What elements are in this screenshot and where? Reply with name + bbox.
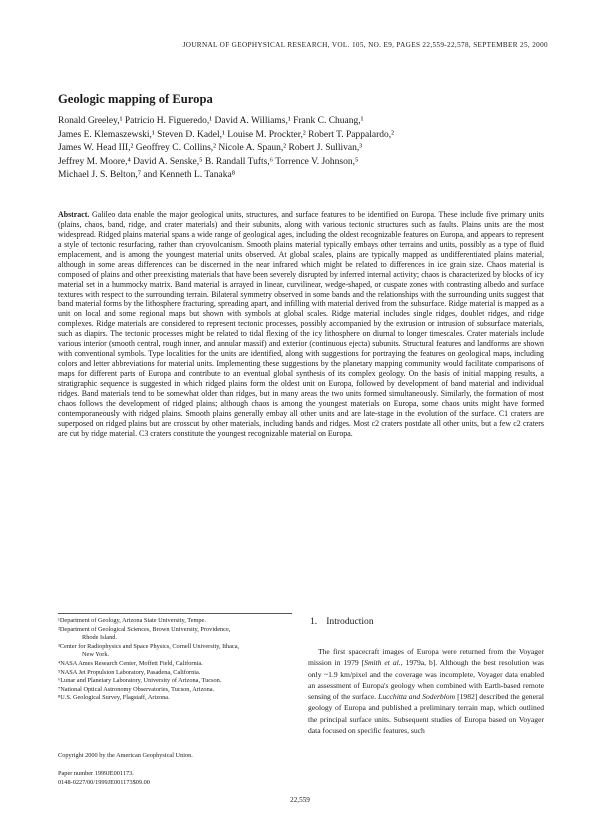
affiliation-line: New York. — [82, 651, 110, 659]
affiliation-line: ⁷National Optical Astronomy Observatories, Tucson, Arizona. — [58, 685, 215, 693]
affiliation-line: ²Department of Geological Sciences, Brown University, Providence, — [58, 625, 231, 633]
citation: Lucchitta and Soderblom — [378, 692, 456, 702]
section-title: Introduction — [326, 616, 374, 627]
intro-text: , 1979a, b]. Although the best resolution was only ~1.9 km/pixel and the coverage was incomplete, Voyager data enabled an assessment of Europa's geology when combined with Earth-based remote sensing of the surface. — [308, 658, 544, 702]
intro-text: [1982] described the general geology of Europa and published a preliminary terrain map, which outlined the principal surface units. Subsequent studies of Europa based on Voyager data focused on specific features, such — [308, 692, 544, 736]
affiliation-line: ⁸U.S. Geological Survey, Flagstaff, Arizona. — [58, 694, 170, 702]
paper-info — [58, 770, 294, 787]
running-header: JOURNAL OF GEOPHYSICAL RESEARCH, VOL. 105, NO. E9, PAGES 22,559-22,578, SEPTEMBER 25, 2000 — [182, 41, 548, 49]
abstract-label: Abstract. — [58, 210, 90, 219]
affiliation-line: Rhode Island. — [82, 634, 117, 642]
author-line: Jeffrey M. Moore,⁴ David A. Senske,⁵ B. Randall Tufts,⁶ Torrence V. Johnson,⁵ — [58, 156, 359, 167]
author-line: Michael J. S. Belton,⁷ and Kenneth L. Tanaka⁸ — [58, 170, 236, 181]
author-list — [58, 115, 478, 183]
footnote-divider — [58, 613, 292, 614]
affiliation-line: ⁶Lunar and Planetary Laboratory, University of Arizona, Tucson. — [58, 677, 222, 685]
section-heading-introduction — [310, 616, 374, 627]
intro-text: The first spacecraft images of Europa were returned from the Voyager mission in 1979 [ — [308, 647, 544, 668]
citation: Smith et al. — [364, 658, 401, 668]
section-number: 1. — [310, 616, 318, 627]
page-number: 22,559 — [290, 796, 310, 804]
paper-number: Paper number 1999JE001173. — [58, 770, 134, 777]
affiliation-line: ⁴NASA Ames Research Center, Moffett Field, California. — [58, 659, 203, 667]
affiliation-line: ⁵NASA Jet Propulsion Laboratory, Pasadena, California. — [58, 668, 201, 676]
copyright-notice: Copyright 2000 by the American Geophysical Union. — [58, 752, 193, 759]
paper-code: 0148-0227/00/1999JE001173$09.00 — [58, 778, 150, 786]
affiliation-line: ³Center for Radiophysics and Space Physics, Cornell University, Ithaca, — [58, 642, 240, 650]
author-line: James W. Head III,² Geoffrey C. Collins,² Nicole A. Spaun,² Robert J. Sullivan,³ — [58, 143, 363, 154]
affiliation-footnotes — [58, 617, 294, 703]
author-line: James E. Klemaszewski,¹ Steven D. Kadel,¹ Louise M. Prockter,² Robert T. Pappalardo,² — [58, 129, 394, 140]
affiliation-line: ¹Department of Geology, Arizona State University, Tempe. — [58, 617, 206, 624]
author-line: Ronald Greeley,¹ Patricio H. Figueredo,¹ David A. Williams,¹ Frank C. Chuang,¹ — [58, 116, 364, 126]
abstract — [58, 210, 544, 439]
article-title: Geologic mapping of Europa — [58, 92, 213, 106]
introduction-paragraph — [308, 646, 544, 736]
abstract-text: Galileo data enable the major geological units, structures, and surface features to be identified on Europa. These include five primary units (plains, chaos, band, ridge, and crater materials) and their subunits, along with various tectonic structures such as faults. Plains units are the most widespread. Ridged plains material spans a wide range of geological ages, including the oldest recognizable features on Europa, and appears to represent a style of tectonic resurfacing, rather than cryovolcanism. Smooth plains material typically embays other terrains and units, possibly as a type of fluid emplacement, and is among the youngest material units observed. At global scales, plains are typically mapped as undifferentiated plains material, although in some areas differences can be discerned in the near infrared which might be related to differences in ice grain size. Chaos material is composed of plains and other preexisting materials that have been severely disrupted by inferred internal activity; chaos is characterized by blocks of icy material set in a hummocky matrix. Band material is arrayed in linear, curvilinear, wedge-shaped, or cuspate zones with contrasting albedo and surface textures with respect to the surrounding terrain. Bilateral symmetry observed in some bands and the relationships with the surrounding units suggest that band material forms by the lithosphere fracturing, spreading apart, and infilling with material derived from the subsurface. Ridge material is mapped as a unit on local and some regional maps but shown with symbols at global scales. Ridge material includes single ridges, doublet ridges, and ridge complexes. Ridge materials are considered to represent tectonic processes, possibly accompanied by the extrusion or intrusion of subsurface materials, such as diapirs. The tectonic processes might be related to tidal flexing of the icy lithosphere on diurnal to longer timescales. Crater materials include various interior (smooth central, rough inner, and annular massif) and exterior (continuous ejecta) subunits. Structural features and landforms are shown with conventional symbols. Type localities for the units are identified, along with suggestions for portraying the features on geological maps, including colors and letter abbreviations for material units. Implementing these suggestions by the planetary mapping community would facilitate comparisons of maps for different parts of Europa and contribute to an eventual global synthesis of its complex geology. On the basis of initial mapping results, a stratigraphic sequence is suggested in which ridged plains form the oldest unit on Europa, followed by development of band material and individual ridges. Band materials tend to be somewhat older than ridges, but in many areas the two units formed simultaneously. Similarly, the formation of most chaos follows the development of ridged plains; although chaos is among the youngest materials on Europa, some chaos units might have formed contemporaneously with ridged plains. Smooth plains generally embay all other units and are late-stage in the evolution of the surface. C1 craters are superposed on ridged plains but are crosscut by other materials, including bands and ridges. Most c2 craters postdate all other units, but a few c2 craters are cut by ridge material. C3 craters constitute the youngest recognizable material on Europa. — [58, 210, 544, 438]
